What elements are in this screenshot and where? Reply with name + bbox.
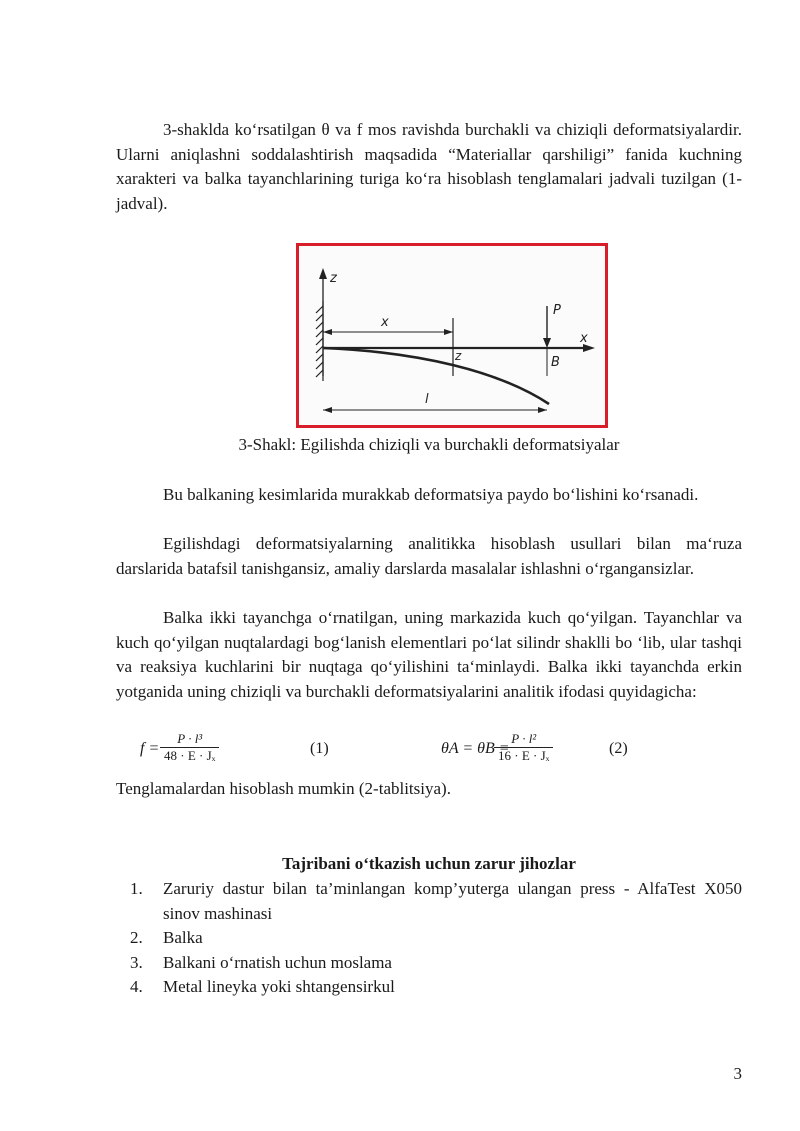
paragraph-intro: 3-shaklda ko‘rsatilgan θ va f mos ravishda burchakli va chiziqli deformatsiyalardir. Ularni aniqlashni soddalashtirish maqsadida “Materiallar qarshiligi” fanida kuchning xarakteri va balka tayanchlarining turiga ko‘ra hisoblash tenglamalari jadvali tuzilgan (1-jadval). [116, 120, 742, 213]
beam-deflection-figure [296, 243, 608, 428]
section-heading: Tajribani o‘tkazish uchun zarur jihozlar [282, 854, 576, 873]
formula-1-lhs: f = [140, 740, 160, 757]
figure-caption: 3-Shakl: Egilishda chiziqli va burchakli deformatsiyalar [238, 435, 620, 454]
beam-deflected-curve [323, 348, 549, 404]
page-number: 3 [733, 1064, 742, 1083]
paragraph-3: Egilishdagi deformatsiyalarning analitikka hisoblash usullari bilan ma‘ruza darslarida batafsil tanishgansiz, amaliy darslarda masalalar ishlashni o‘rgangansizlar. [116, 534, 742, 578]
formula-2-fraction [494, 731, 553, 764]
list-item [130, 926, 742, 951]
list-item-text: Metal lineyka yoki shtangensirkul [163, 977, 395, 996]
length-arrow-left [323, 407, 332, 413]
x-dim-arrow-left [323, 329, 332, 335]
x-dimension-label: x [381, 315, 389, 330]
paragraph-2: Bu balkaning kesimlarida murakkab deformatsiya paydo bo‘lishini ko‘rsanadi. [163, 485, 699, 504]
paragraph-5: Tenglamalardan hisoblash mumkin (2-tablitsiya). [116, 779, 451, 798]
list-item-text: Zaruriy dastur bilan ta’minlangan komp’yuterga ulangan press - AlfaTest X050 sinov mashinasi [163, 879, 742, 923]
formula-2-lhs: θA = θB = [441, 740, 510, 757]
list-item-text: Balkani o‘rnatish uchun moslama [163, 952, 392, 972]
formula-1-denominator: 48 · E · Jₓ [160, 747, 219, 764]
formula-2-number: (2) [609, 740, 628, 757]
fixed-support-hatch [316, 301, 323, 381]
list-item [130, 951, 742, 976]
list-item-number: 4. [130, 977, 143, 996]
x-axis-label: x [580, 331, 588, 346]
formula-1-number: (1) [310, 740, 329, 757]
beam-diagram [299, 246, 605, 425]
z-axis-arrowhead [319, 268, 327, 279]
equipment-list [130, 877, 742, 1000]
list-item-text: Balka [163, 928, 203, 947]
z-axis-label: z [330, 271, 337, 286]
formula-1-fraction [160, 731, 219, 764]
length-label: l [425, 392, 429, 407]
length-arrow-right [538, 407, 547, 413]
force-arrowhead [543, 338, 551, 348]
formula-2-numerator: P · l² [511, 731, 537, 746]
point-b-label: B [551, 355, 560, 370]
formula-1-numerator: P · l³ [177, 731, 203, 746]
list-item-number: 2. [130, 928, 143, 947]
list-item-number: 3. [130, 952, 143, 972]
list-item [130, 877, 742, 926]
list-item-number: 1. [130, 879, 143, 898]
x-dim-arrow-right [444, 329, 453, 335]
section-z-label: z [455, 349, 462, 363]
formula-2-denominator: 16 · E · Jₓ [494, 747, 553, 764]
force-label: P [553, 303, 561, 318]
list-item [130, 975, 742, 1000]
paragraph-4: Balka ikki tayanchga o‘rnatilgan, uning markazida kuch qo‘yilgan. Tayanchlar va kuch qo‘yilgan nuqtalardagi bog‘lanish elementlari po‘lat silindr shaklli bo ‘lib, ular tashqi va reaksiya kuchlarini bir nuqtaga qo‘yilishini ta‘minlaydi. Balka ikki tayanchda erkin yotganida uning chiziqli va burchakli deformatsiyalarini analitik ifodasi quyidagicha: [116, 608, 742, 701]
